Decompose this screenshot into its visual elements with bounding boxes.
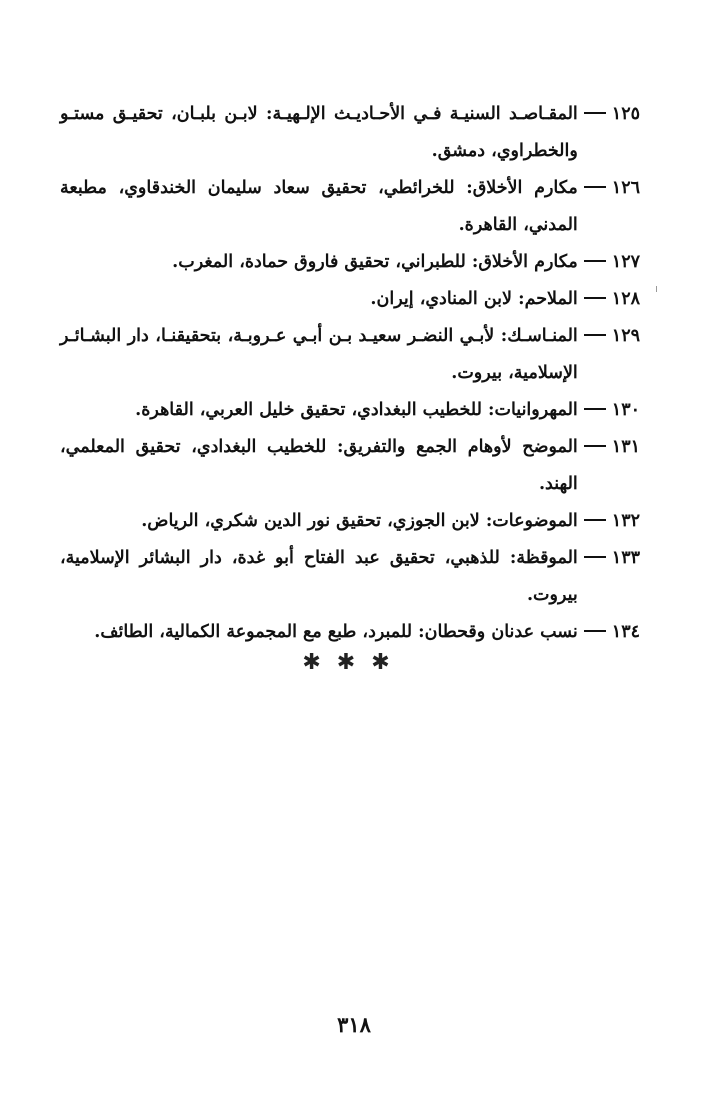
- bibliography-entry-125: [60, 96, 640, 170]
- bibliography-entry-134: [60, 614, 640, 651]
- section-separator-asterisks: ✱✱✱: [302, 650, 406, 675]
- entry-number: ١٣٤: [611, 622, 640, 642]
- entry-dash: [584, 630, 606, 632]
- entry-dash: [584, 334, 606, 336]
- bibliography-entry-133: [60, 540, 640, 614]
- entry-number: ١٣١: [611, 437, 640, 457]
- bibliography-list: [60, 96, 640, 651]
- entry-number: ١٢٧: [611, 252, 640, 272]
- entry-dash: [584, 186, 606, 188]
- entry-text: الموضوعات: لابن الجوزي، تحقيق نور الدين شكري، الرياض.: [141, 511, 578, 531]
- entry-number: ١٢٥: [611, 104, 640, 124]
- entry-text: المقـاصـد السنيـة فـي الأحـاديـث الإلـهيـة: لابـن بلبـان، تحقيـق مستـو والخطراوي، دمشق.: [60, 104, 578, 161]
- bibliography-entry-132: [60, 503, 640, 540]
- entry-text: مكارم الأخلاق: للطبراني، تحقيق فاروق حمادة، المغرب.: [172, 252, 578, 272]
- entry-dash: [584, 445, 606, 447]
- entry-number: ١٣٢: [611, 511, 640, 531]
- entry-dash: [584, 297, 606, 299]
- entry-text: المهروانيات: للخطيب البغدادي، تحقيق خليل العربي، القاهرة.: [135, 400, 578, 420]
- entry-text: الموضح لأوهام الجمع والتفريق: للخطيب البغدادي، تحقيق المعلمي، الهند.: [60, 437, 578, 494]
- entry-dash: [584, 408, 606, 410]
- entry-dash: [584, 260, 606, 262]
- entry-number: ١٢٩: [611, 326, 640, 346]
- entry-number: ١٣٠: [611, 400, 640, 420]
- entry-number: ١٢٨: [611, 289, 640, 309]
- entry-text: الموقظة: للذهبي، تحقيق عبد الفتاح أبو غدة، دار البشائر الإسلامية، بيروت.: [60, 548, 578, 605]
- bibliography-entry-128: [60, 281, 640, 318]
- entry-text: المنـاسـك: لأبـي النضـر سعيـد بـن أبـي عـروبـة، بتحقيقنـا، دار البشـائـر الإسلامية، بيروت.: [60, 326, 578, 383]
- page-number: ٣١٨: [337, 1012, 371, 1037]
- bibliography-entry-127: [60, 244, 640, 281]
- entry-text: مكارم الأخلاق: للخرائطي، تحقيق سعاد سليمان الخندقاوي، مطبعة المدني، القاهرة.: [60, 178, 578, 235]
- bibliography-entry-130: [60, 392, 640, 429]
- entry-number: ١٣٣: [611, 548, 640, 568]
- entry-number: ١٢٦: [611, 178, 640, 198]
- bibliography-entry-131: [60, 429, 640, 503]
- bibliography-entry-126: [60, 170, 640, 244]
- entry-dash: [584, 556, 606, 558]
- entry-text: نسب عدنان وقحطان: للمبرد، طبع مع المجموعة الكمالية، الطائف.: [94, 622, 578, 642]
- scan-speck: [656, 286, 657, 292]
- bibliography-entry-129: [60, 318, 640, 392]
- entry-dash: [584, 112, 606, 114]
- entry-text: الملاحم: لابن المنادي، إيران.: [370, 289, 578, 309]
- entry-dash: [584, 519, 606, 521]
